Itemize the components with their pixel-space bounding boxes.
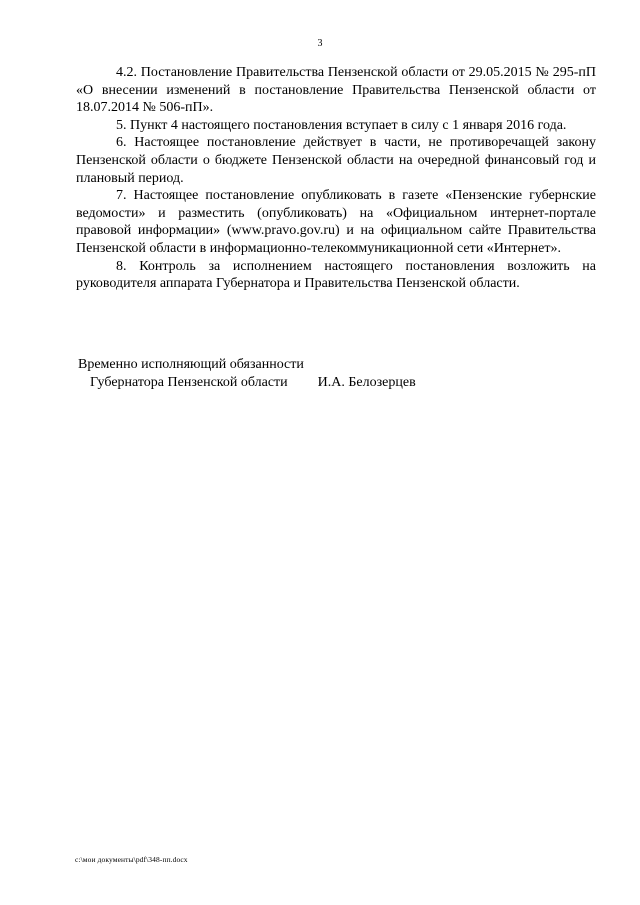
signature-block	[78, 356, 598, 391]
page-number: 3	[317, 38, 323, 49]
paragraph-4-2: 4.2. Постановление Правительства Пензенской области от 29.05.2015 № 295-пП «О внесении изменений в постановление Правительства Пензенской области от 18.07.2014 № 506-пП».	[76, 65, 596, 116]
paragraph-5: 5. Пункт 4 настоящего постановления вступает в силу с 1 января 2016 года.	[116, 117, 567, 133]
signatory-name: И.А. Белозерцев	[317, 374, 416, 390]
signatory-position-line1: Временно исполняющий обязанности	[78, 357, 304, 372]
paragraph-7: 7. Настоящее постановление опубликовать в газете «Пензенские губернские ведомости» и разместить (опубликовать) на «Официальном интернет-портале правовой информации» (www.pravo.gov.ru) и на официальном сайте Правительства Пензенской области в информационно-телекоммуникационной сети «Интернет».	[76, 188, 596, 256]
paragraph-6: 6. Настоящее постановление действует в части, не противоречащей закону Пензенской области о бюджете Пензенской области на очередной финансовый год и плановый период.	[76, 135, 596, 186]
signatory-position-line2: Губернатора Пензенской области	[90, 374, 288, 390]
signatory-position-line2-row	[78, 374, 598, 392]
paragraph-8: 8. Контроль за исполнением настоящего постановления возложить на руководителя аппарата Губернатора и Правительства Пензенской области.	[76, 258, 596, 292]
footer-file-path: c:\мои документы\pdf\348-пп.docx	[75, 855, 188, 864]
document-body	[76, 64, 596, 293]
